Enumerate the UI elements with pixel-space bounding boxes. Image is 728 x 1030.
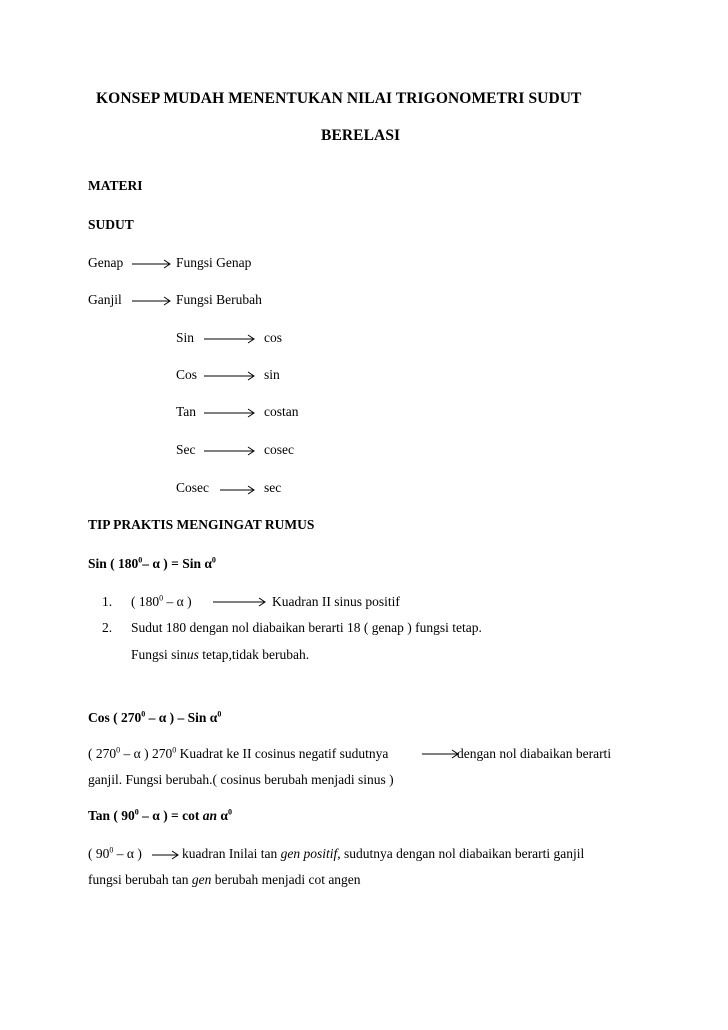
paragraph-text — [88, 846, 142, 862]
change-from: Sin — [176, 330, 195, 345]
change-to: sec — [264, 480, 282, 495]
formula-text: α — [217, 808, 228, 823]
section-tip-heading: TIP PRAKTIS MENGINGAT RUMUS — [88, 517, 315, 532]
arrow-right-icon — [213, 597, 267, 607]
arrow-right-icon — [204, 371, 256, 381]
superscript: 0 — [159, 593, 164, 603]
arrow-right-icon — [204, 446, 256, 456]
change-from: Sec — [176, 442, 196, 457]
rule-left: Ganjil — [88, 292, 122, 307]
text-italic: gen positif — [280, 846, 338, 861]
text: kuadran Inilai tan — [182, 846, 281, 861]
arrow-right-icon — [132, 259, 172, 269]
list-number: 1. — [102, 594, 113, 609]
formula-text: Cos ( 270 — [88, 710, 142, 725]
formula-text-italic: an — [202, 808, 218, 823]
change-to: costan — [264, 404, 299, 419]
list-text-continued — [131, 647, 309, 663]
text: berubah menjadi cot angen — [211, 872, 361, 887]
change-from: Tan — [176, 404, 197, 419]
superscript: 0 — [172, 745, 177, 755]
change-from: Cosec — [176, 480, 209, 495]
formula-text: Sin ( 180 — [88, 556, 139, 571]
arrow-right-icon — [220, 485, 256, 495]
formula-text: Tan ( 90 — [88, 808, 135, 823]
list-text — [131, 594, 192, 610]
formula-text: – α ) – Sin α — [145, 710, 218, 725]
text: ( 180 — [131, 594, 160, 609]
arrow-right-icon — [204, 408, 256, 418]
change-to: cosec — [264, 442, 294, 457]
formula-cos — [88, 710, 221, 726]
superscript: 0 — [141, 709, 146, 719]
paragraph-text: ganjil. Fungsi berubah.( cosinus berubah menjadi sinus ) — [88, 772, 394, 787]
rule-right: Fungsi Berubah — [176, 292, 262, 307]
paragraph-text — [88, 872, 361, 888]
formula-tan — [88, 808, 232, 824]
text: ( 270 — [88, 746, 117, 761]
superscript: 0 — [211, 555, 216, 565]
text: – α ) — [113, 846, 142, 861]
document-title-line1: KONSEP MUDAH MENENTUKAN NILAI TRIGONOMETRI SUDUT — [96, 90, 582, 107]
superscript: 0 — [134, 807, 139, 817]
paragraph-text: dengan nol diabaikan berarti — [457, 746, 612, 761]
text: , sudutnya dengan nol diabaikan berarti ganjil — [337, 846, 585, 861]
paragraph-text — [88, 746, 388, 762]
text: tetap,tidak berubah. — [198, 647, 310, 662]
superscript: 0 — [109, 845, 114, 855]
text-italic: gen — [191, 872, 212, 887]
section-sudut: SUDUT — [88, 217, 134, 232]
superscript: 0 — [217, 709, 222, 719]
text: fungsi berubah tan — [88, 872, 192, 887]
superscript: 0 — [227, 807, 232, 817]
text: – α ) 270 — [120, 746, 173, 761]
text: Fungsi sin — [131, 647, 187, 662]
formula-text: – α ) = cot — [138, 808, 203, 823]
list-text-right: Kuadran II sinus positif — [272, 594, 400, 609]
text: – α ) — [163, 594, 192, 609]
arrow-right-icon — [204, 334, 256, 344]
arrow-right-icon — [422, 749, 460, 759]
text: ( 90 — [88, 846, 110, 861]
paragraph-text — [182, 846, 584, 862]
text: Kuadrat ke II cosinus negatif sudutnya — [176, 746, 389, 761]
text-italic: us — [186, 647, 199, 662]
superscript: 0 — [138, 555, 143, 565]
document-title-line2: BERELASI — [321, 127, 401, 144]
change-to: cos — [264, 330, 282, 345]
section-materi: MATERI — [88, 178, 143, 193]
list-number: 2. — [102, 620, 113, 635]
formula-text: – α ) = Sin α — [142, 556, 212, 571]
arrow-right-icon — [132, 296, 172, 306]
superscript: 0 — [116, 745, 121, 755]
change-from: Cos — [176, 367, 198, 382]
rule-right: Fungsi Genap — [176, 255, 252, 270]
arrow-right-icon — [152, 850, 180, 860]
rule-left: Genap — [88, 255, 124, 270]
list-text: Sudut 180 dengan nol diabaikan berarti 18 ( genap ) fungsi tetap. — [131, 620, 482, 635]
change-to: sin — [264, 367, 280, 382]
formula-sin — [88, 556, 216, 572]
